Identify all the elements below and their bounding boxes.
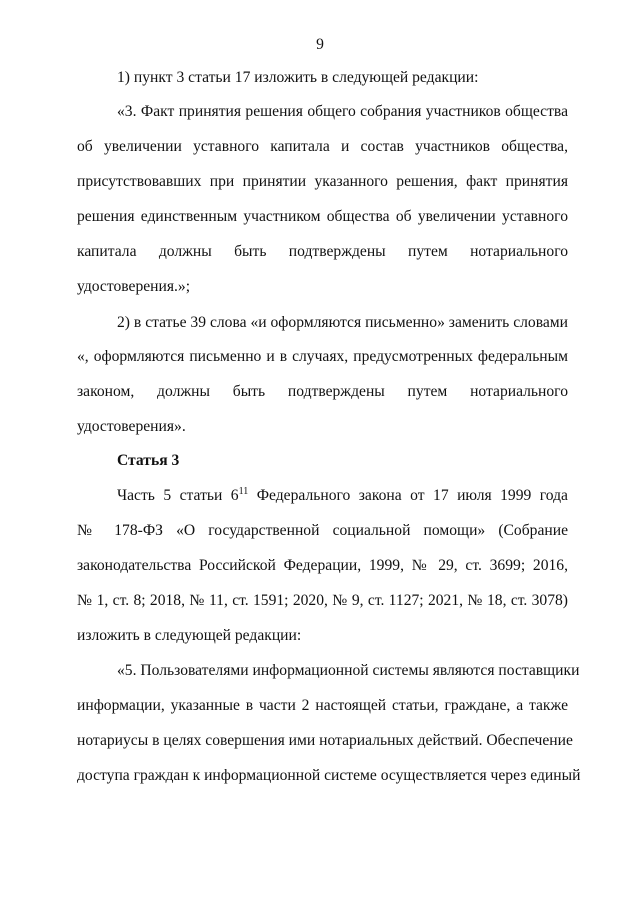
text-line: Часть 5 статьи $6^{11}$ Федерального закона от 17 июля 1999 года <box>117 486 568 504</box>
text-line: об увеличении уставного капитала и состав участников общества, <box>77 138 568 155</box>
text-line: № 1, ст. 8; 2018, № 11, ст. 1591; 2020, № 9, ст. 1127; 2021, № 18, ст. 3078) <box>77 592 568 609</box>
page-number: 9 <box>316 36 324 53</box>
text-line: законом, должны быть подтверждены путем нотариального <box>77 383 568 400</box>
text-line: 2) в статье 39 слова «и оформляются письменно» заменить словами <box>117 314 568 331</box>
text-line: законодательства Российской Федерации, 1999, № 29, ст. 3699; 2016, <box>77 557 568 574</box>
text-line: 1) пункт 3 статьи 17 изложить в следующей редакции: <box>117 69 479 86</box>
text-line: информации, указанные в части 2 настоящей статьи, граждане, а также <box>77 697 568 714</box>
text-line: решения единственным участником общества об увеличении уставного <box>77 208 568 225</box>
text-line: «, оформляются письменно и в случаях, предусмотренных федеральным <box>77 348 568 365</box>
article-heading: Статья 3 <box>117 452 180 469</box>
text-line: присутствовавших при принятии указанного решения, факт принятия <box>77 173 568 190</box>
text-line: № 178-ФЗ «О государственной социальной помощи» (Собрание <box>77 522 568 539</box>
text-line: капитала должны быть подтверждены путем нотариального <box>77 243 568 260</box>
text-line: удостоверения». <box>77 418 186 435</box>
text-line: «3. Факт принятия решения общего собрания участников общества <box>117 103 568 120</box>
superscript: 11 <box>238 486 249 497</box>
text-line: удостоверения.»; <box>77 278 191 295</box>
text-line: нотариусы в целях совершения ими нотариальных действий. Обеспечение <box>77 732 573 749</box>
text-line: доступа граждан к информационной системе осуществляется через единый <box>77 767 581 784</box>
text-line: «5. Пользователями информационной системы являются поставщики <box>117 662 580 679</box>
text-line: изложить в следующей редакции: <box>77 627 302 644</box>
